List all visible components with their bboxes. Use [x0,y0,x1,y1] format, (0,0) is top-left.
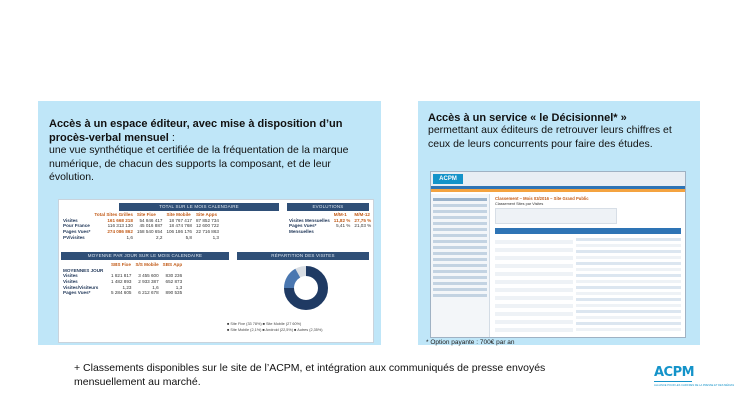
editor-space-title [49,117,374,145]
sidebar-row [433,204,487,207]
report-average-table [61,262,184,296]
sidebar-row [433,210,487,213]
cell [352,229,373,235]
data-row [576,256,681,259]
editor-space-title-line1: Accès à un espace éditeur, avec mise à disposition d’un [49,118,343,130]
cell: 161 668 218 [107,217,133,223]
screenshot-header [431,172,685,186]
sidebar-row [433,216,487,219]
acpm-logo [654,365,734,396]
data-row [576,304,681,307]
table-row [61,290,184,296]
cell: 22 716 863 [195,229,219,235]
donut-legend: ■ Site Fixe (33 78%) ■ Site Mobile (27 60%) [227,322,302,326]
row-label: Mensuelles [289,229,314,235]
cell: 21,03 % [354,223,372,229]
cell: 54 846 417 [139,217,163,223]
cell: 18 474 768 [168,223,192,229]
cell [332,229,353,235]
screenshot-navbar-accent [431,189,685,192]
data-row [576,310,681,313]
sidebar-row [433,252,487,255]
screenshot-table-header [495,228,681,234]
decisionnel-screenshot [430,171,686,338]
data-row [576,274,681,277]
editor-space-title-colon: : [168,132,175,144]
screenshot-filters [495,208,617,224]
row-label: Pour France [63,223,90,229]
sidebar-row [433,222,487,225]
cell: 12 600 722 [195,223,219,229]
cell: 5,41 % [336,223,351,229]
row-label: Pages Vues* [289,223,317,229]
cell: 3 455 600 [138,273,159,279]
data-row [576,328,681,331]
data-row [576,280,681,283]
row-label: Visites [63,273,78,279]
sidebar-row [433,228,487,231]
cell: 11,82 % [333,217,351,223]
cell: 2,2 [156,234,163,240]
sidebar-row [433,234,487,237]
cell: 5,8 [185,234,192,240]
cell: 1,23 [122,284,132,290]
sidebar-row [433,264,487,267]
report-evolution-table [287,212,373,234]
data-row [576,322,681,325]
sidebar-row [433,276,487,279]
report-header-repartition: RÉPARTITION DES VISITES [237,252,369,260]
data-row [576,244,681,247]
cell: 1,6 [126,234,133,240]
left-panel [38,101,381,345]
report-col-header: Site Apps [195,212,217,218]
report-header-evolutions: EVOLUTIONS [287,203,369,211]
report-col-header: SBS App [162,262,183,268]
sidebar-row [433,294,487,297]
row-label: Visites [63,279,78,285]
option-footnote: * Option payante : 700€ par an [426,339,515,346]
report-col-header: M/M-12 [354,212,370,218]
sidebar-row [433,246,487,249]
data-row [576,298,681,301]
editor-space-body: une vue synthétique et certifiée de la fréquentation de la marque numérique, de chacun des supports la composant, et de leur évolution. [49,144,349,183]
cell: 830 236 [165,273,183,279]
row-label: Pages Vues* [63,229,91,235]
row-label: MOYENNES JOUR [63,267,104,273]
report-header-moyenne: MOYENNE PAR JOUR SUR LE MOIS CALENDAIRE [61,252,229,260]
screenshot-heading: Classement – Mois 03/2016 – Site Grand Public [495,196,589,201]
cell: 5 284 605 [111,290,132,296]
cell: 6 212 678 [138,290,159,296]
report-total-table [61,212,221,240]
decisionnel-body: permettant aux éditeurs de retrouver leurs chiffres et ceux de leurs concurrents pour faire des études. [428,124,672,150]
report-col-header: SBS Fixe [111,262,131,268]
row-label: Pages Vues* [63,290,91,296]
report-col-header: S/S Mobile [135,262,159,268]
right-panel [418,101,700,345]
cell: 1,3 [175,284,183,290]
table-row [61,223,221,229]
cell: 652 873 [165,279,183,285]
logo-divider [654,381,692,382]
report-header-total: TOTAL SUR LE MOIS CALENDAIRE [119,203,279,211]
cell: 1,6 [152,284,159,290]
cell: 890 535 [165,290,183,296]
report-col-header: Site Mobile [166,212,191,218]
cell: 1 821 817 [111,273,132,279]
editor-space-title-line2: procès-verbal mensuel [49,132,169,144]
row-label: Visites [63,217,78,223]
cell: 1 482 893 [111,279,132,285]
cell: 116 313 130 [107,223,133,229]
acpm-logo-tagline: ALLIANCE POUR LES CHIFFRES DE LA PRESSE ET DES MÉDIAS [654,384,734,387]
data-row [576,262,681,265]
cell: 18 767 417 [168,217,192,223]
visits-donut-chart [281,263,331,313]
monthly-report-image [58,199,374,343]
data-row [576,268,681,271]
table-row [287,229,373,235]
table-row [61,234,221,240]
row-label: PV/visites [63,234,85,240]
decisionnel-title: Accès à un service « le Décisionnel* » [428,112,627,124]
sidebar-row [433,282,487,285]
cell: 158 540 654 [136,229,163,235]
acpm-logo-mark: ACPM [654,365,695,380]
row-label: Visites/Visiteurs [63,284,99,290]
screenshot-subheading: Classement Sites par Visites [495,202,544,206]
cell: 106 186 176 [166,229,192,235]
data-row [576,238,681,241]
cell: 45 016 887 [139,223,163,229]
cell: 87 852 734 [195,217,219,223]
cell: 2 933 387 [138,279,159,285]
report-col-header: Site Fixe [136,212,156,218]
screenshot-site-list [495,236,573,332]
data-row [576,316,681,319]
sidebar-row [433,240,487,243]
sidebar-row [433,198,487,201]
cell: 274 086 862 [107,229,133,235]
screenshot-logo: ACPM [433,174,463,184]
data-row [576,250,681,253]
cell: 27,75 % [354,217,372,223]
cell: 1,3 [212,234,219,240]
sidebar-row [433,288,487,291]
row-label: Visites Mensuelles [289,217,330,223]
report-col-header: Total Sites Grilles [94,212,133,218]
donut-legend: ■ Site Mobile (2,1%) ■ Android (22,5%) ■ Autres (2,35%) [227,328,323,332]
sidebar-row [433,258,487,261]
data-row [576,292,681,295]
table-row [61,229,221,235]
sidebar-row [433,270,487,273]
report-col-header: M/M-1 [333,212,347,218]
rankings-note: + Classements disponibles sur le site de l’ACPM, et intégration aux communiqués de presse envoyés mensuellement au marché. [74,362,546,388]
data-row [576,286,681,289]
